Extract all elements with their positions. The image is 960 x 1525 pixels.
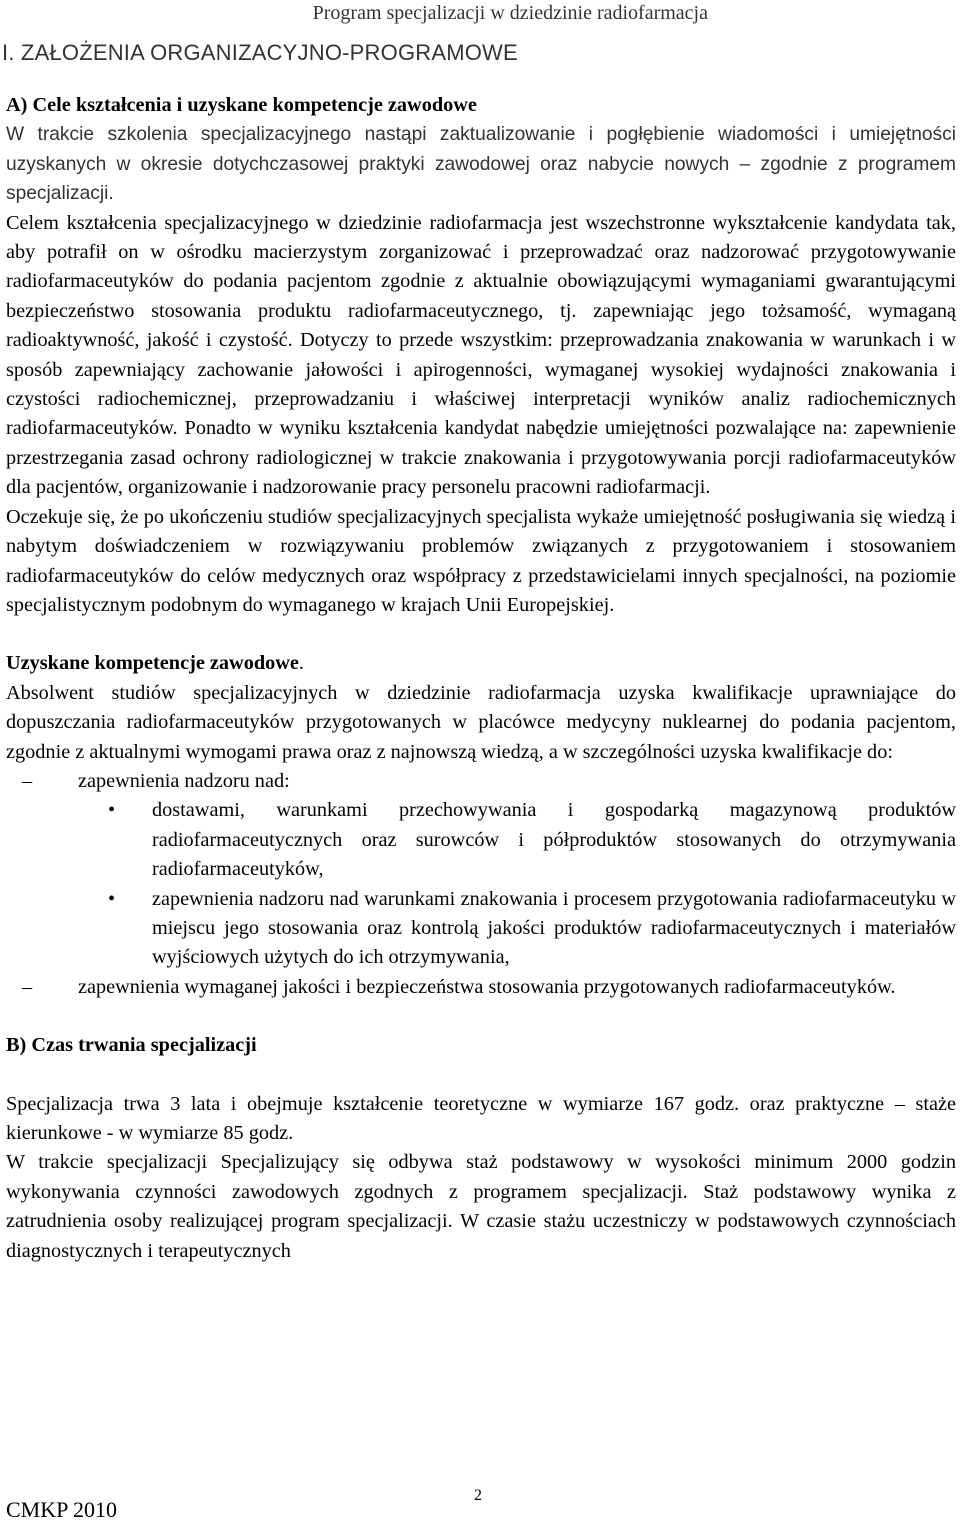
- spacer: [6, 1061, 956, 1090]
- competences-heading: Uzyskane kompetencje zawodowe: [6, 652, 299, 675]
- page-number: 2: [474, 1487, 482, 1504]
- competences-list-continued: [6, 973, 956, 1002]
- section-b-paragraph-1: Specjalizacja trwa 3 lata i obejmuje kształcenie teoretyczne w wymiarze 167 godz. oraz praktyczne – staże kierunkowe - w wymiarze 85 godz.: [6, 1092, 956, 1144]
- section-b-heading: B) Czas trwania specjalizacji: [6, 1034, 257, 1057]
- list-item: [6, 885, 956, 973]
- document-body: [2, 38, 956, 1266]
- competences-heading-suffix: .: [298, 652, 304, 675]
- competences-heading-line: [6, 649, 956, 678]
- section-a-paragraph-1: W trakcie szkolenia specjalizacyjnego nastąpi zaktualizowanie i pogłębienie wiadomości i umiejętności uzyskanych w okresie dotychczasowej praktyki zawodowej oraz nabycie nowych – zgodnie z programem specjalizacji.: [6, 124, 956, 205]
- spacer: [6, 620, 956, 649]
- spacer: [6, 1002, 956, 1031]
- dash-marker: –: [22, 769, 33, 792]
- list-item: [6, 767, 956, 796]
- running-header: Program specjalizacji w dziedzinie radiofarmacja: [312, 2, 708, 24]
- list-item-text: zapewnienia nadzoru nad:: [78, 769, 290, 792]
- list-item-text: zapewnienia wymaganej jakości i bezpieczeństwa stosowania przygotowanych radiofarmaceutyków.: [78, 975, 896, 998]
- list-item: [6, 973, 956, 1002]
- list-item-text: zapewnienia nadzoru nad warunkami znakowania i procesem przygotowania radiofarmaceutyku w miejscu jego stosowania oraz kontrolą jakości produktów radiofarmaceutycznych i materiałów wyjściowych użytych do ich otrzymywania,: [152, 887, 956, 969]
- bullet-marker: •: [108, 799, 116, 822]
- bullet-marker: •: [108, 887, 116, 910]
- section-a-paragraph-2: Celem kształcenia specjalizacyjnego w dziedzinie radiofarmacja jest wszechstronne wykształcenie kandydata tak, aby potrafił on w ośrodku macierzystym zorganizować i przeprowadzać oraz nadzorować przygotowywanie radiofarmaceutyków do podania pacjentom zgodnie z aktualnie obowiązującymi wymaganiami gwarantującymi bezpieczeństwo stosowania produktu radiofarmaceutycznego, tj. zapewniając jego tożsamość, wymaganą radioaktywność, jakość i czystość. Dotyczy to przede wszystkim: przeprowadzania znakowania w warunkach i w sposób zapewniający zachowanie jałowości i apirogenności, wymaganej wysokiej wydajności znakowania i czystości radiochemicznej, przeprowadzaniu i właściwej interpretacji wyników analiz radiochemicznych radiofarmaceutyków. Ponadto w wyniku kształcenia kandydat nabędzie umiejętności pozwalające na: zapewnienie przestrzegania zasad ochrony radiologicznej w trakcie znakowania i przygotowywania porcji radiofarmaceutyków dla pacjentów, organizowanie i nadzorowanie pracy personelu pracowni radiofarmacji.: [6, 211, 956, 499]
- section-a-paragraph-3: Oczekuje się, że po ukończeniu studiów specjalizacyjnych specjalista wykaże umiejętność posługiwania się wiedzą i nabytym doświadczeniem w rozwiązywaniu problemów związanych z przygotowaniem i stosowaniem radiofarmaceutyków do celów medycznych oraz współpracy z przedstawicielami innych specjalności, na poziomie specjalistycznym podobnym do wymaganego w krajach Unii Europejskiej.: [6, 505, 956, 616]
- competences-intro: Absolwent studiów specjalizacyjnych w dziedzinie radiofarmacja uzyska kwalifikacje uprawniające do dopuszczania radiofarmaceutyków przygotowanych w placówce medycyny nuklearnej do podania pacjentom, zgodnie z aktualnymi wymogami prawa oraz z najnowszą wiedzą, a w szczególności uzyska kwalifikacje do:: [6, 681, 956, 763]
- competences-list: [6, 767, 956, 796]
- competences-sublist: [6, 796, 956, 972]
- section-title: I. ZAŁOŻENIA ORGANIZACYJNO-PROGRAMOWE: [2, 40, 518, 65]
- dash-marker: –: [22, 975, 33, 998]
- footer-org: CMKP 2010: [6, 1497, 118, 1522]
- list-item: [6, 796, 956, 884]
- section-a-heading: A) Cele kształcenia i uzyskane kompetencje zawodowe: [6, 94, 477, 116]
- list-item-text: dostawami, warunkami przechowywania i gospodarką magazynową produktów radiofarmaceutycznych oraz surowców i półproduktów stosowanych do otrzymywania radiofarmaceutyków,: [152, 799, 956, 881]
- section-b-paragraph-2: W trakcie specjalizacji Specjalizujący się odbywa staż podstawowy w wysokości minimum 2000 godzin wykonywania czynności zawodowych zgodnych z programem specjalizacji. Staż podstawowy wynika z zatrudnienia osoby realizującej program specjalizacji. W czasie stażu uczestniczy w podstawowych czynnościach diagnostycznych i terapeutycznych: [6, 1151, 956, 1262]
